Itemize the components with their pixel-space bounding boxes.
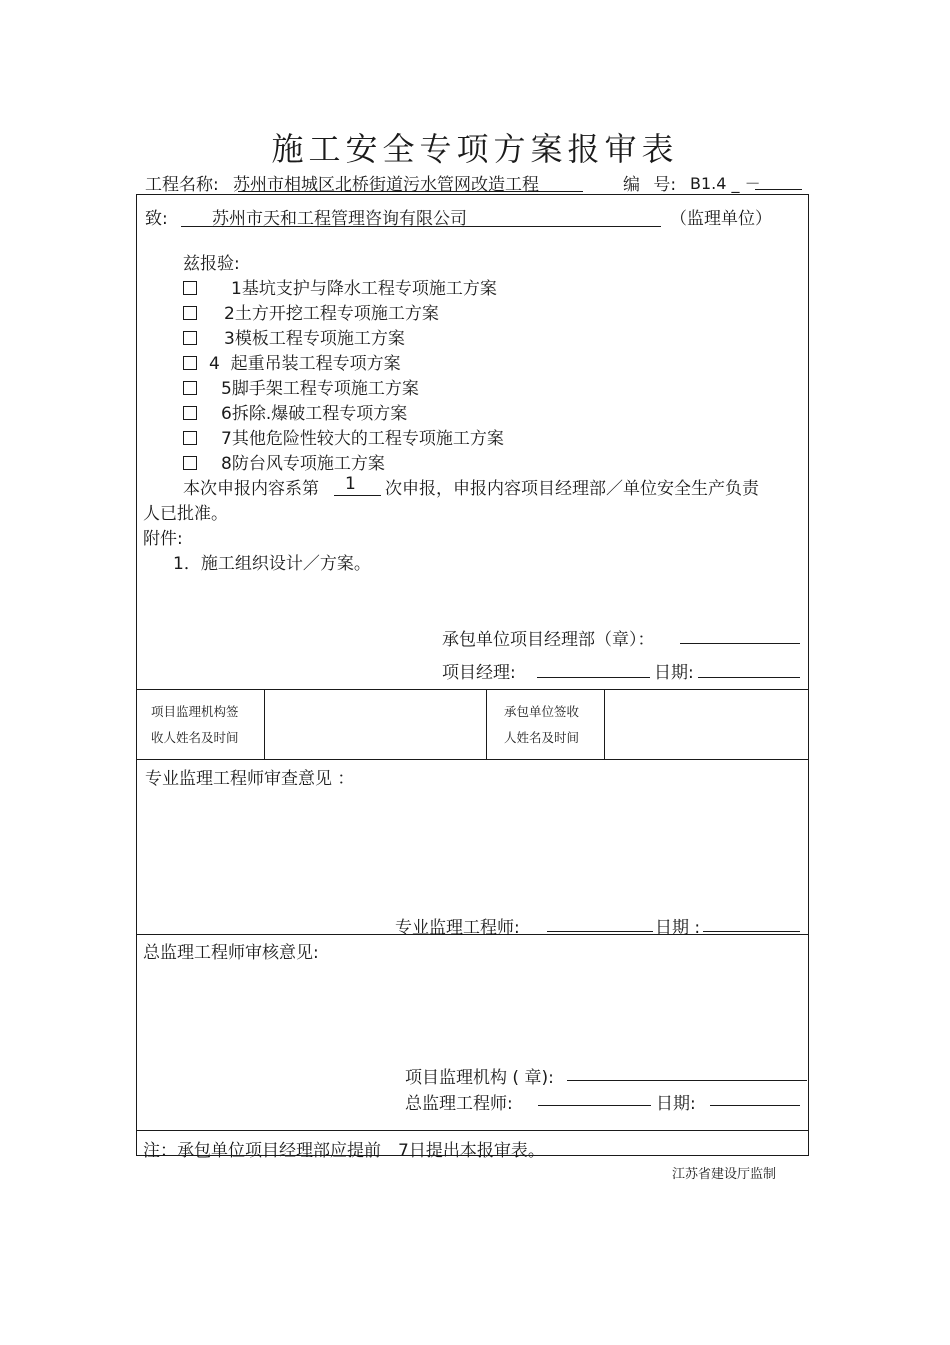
statement-line2: 人已批准。	[143, 504, 228, 524]
receipt-left-line1: 项目监理机构签	[151, 704, 239, 719]
checkbox[interactable]	[183, 356, 197, 370]
supervisor-role: （监理单位）	[670, 209, 772, 229]
to-underline	[181, 226, 661, 227]
submit-date-line	[698, 677, 800, 678]
checkbox[interactable]	[183, 281, 197, 295]
plan-item[interactable]	[183, 274, 497, 299]
supervision-org-label: 项目监理机构 ( 章):	[405, 1068, 554, 1088]
receipt-col-1	[264, 689, 265, 759]
plan-item[interactable]	[183, 399, 407, 424]
statement-post: 次申报，申报内容项目经理部／单位安全生产负责	[385, 479, 759, 499]
code-label: 编 号:	[623, 175, 677, 195]
checkbox[interactable]	[183, 331, 197, 345]
submit-date-label: 日期:	[654, 663, 694, 683]
specialist-sign-line	[547, 931, 653, 932]
plan-item-label: 6拆除.爆破工程专项方案	[221, 404, 408, 424]
project-manager-line	[537, 677, 650, 678]
plan-item[interactable]	[183, 324, 405, 349]
attachment-label: 附件:	[143, 529, 183, 549]
chief-opinion-label: 总监理工程师审核意见:	[143, 943, 319, 963]
plan-item-label: 5脚手架工程专项施工方案	[221, 379, 419, 399]
plan-item[interactable]	[183, 424, 504, 449]
project-name-label: 工程名称:	[145, 175, 219, 195]
attachment-item: 1．施工组织设计／方案。	[173, 554, 371, 574]
checkbox[interactable]	[183, 406, 197, 420]
chief-date-line	[710, 1105, 800, 1106]
contractor-seal-line	[680, 643, 800, 644]
chief-sign-label: 总监理工程师:	[405, 1094, 513, 1114]
project-name-underline	[238, 191, 583, 192]
specialist-sign-label: 专业监理工程师:	[395, 918, 520, 938]
project-manager-label: 项目经理:	[442, 663, 516, 683]
specialist-date-label: 日期 :	[655, 918, 701, 938]
plan-item-label: 4 起重吊装工程专项方案	[209, 354, 401, 374]
receipt-right-line1: 承包单位签收	[504, 704, 580, 719]
code-underline	[755, 189, 802, 190]
footnote: 注：承包单位项目经理部应提前 7日提出本报审表。	[143, 1141, 545, 1161]
specialist-opinion-label: 专业监理工程师审查意见 ：	[145, 769, 355, 789]
plan-item-label: 3模板工程专项施工方案	[224, 329, 405, 349]
plan-item[interactable]	[183, 374, 419, 399]
checkbox[interactable]	[183, 431, 197, 445]
contractor-seal-label: 承包单位项目经理部（章）：	[442, 630, 655, 650]
project-name-value: 苏州市相城区北桥街道污水管网改造工程	[233, 175, 539, 195]
chief-date-label: 日期:	[656, 1094, 696, 1114]
plan-item[interactable]	[183, 349, 401, 374]
plan-item-label: 8防台风专项施工方案	[221, 454, 385, 474]
divider-receipt-bottom	[136, 759, 809, 760]
submission-times: 1	[345, 474, 356, 494]
issuer-footer: 江苏省建设厅监制	[672, 1167, 777, 1182]
receipt-col-3	[604, 689, 605, 759]
receipt-left-line2: 收人姓名及时间	[151, 730, 239, 745]
receipt-col-2	[486, 689, 487, 759]
supervision-org-line	[567, 1080, 807, 1081]
supervisor-company: 苏州市天和工程管理咨询有限公司	[212, 209, 467, 229]
plan-item-label: 1基坑支护与降水工程专项施工方案	[231, 279, 497, 299]
plan-item-label: 7其他危险性较大的工程专项施工方案	[221, 429, 504, 449]
plan-item-label: 2土方开挖工程专项施工方案	[224, 304, 439, 324]
code-value: B1.4 _ －	[690, 174, 761, 193]
form-title: 施工安全专项方案报审表	[271, 130, 679, 168]
statement-pre: 本次申报内容系第	[183, 479, 319, 499]
divider-receipt-top	[136, 689, 809, 690]
chief-sign-line	[538, 1105, 651, 1106]
times-underline	[334, 495, 381, 496]
receipt-right-line2: 人姓名及时间	[504, 730, 580, 745]
checkbox[interactable]	[183, 381, 197, 395]
to-label: 致:	[145, 209, 168, 229]
divider-chief-bottom	[136, 1130, 809, 1131]
plan-item[interactable]	[183, 449, 385, 474]
checkbox[interactable]	[183, 456, 197, 470]
checkbox[interactable]	[183, 306, 197, 320]
specialist-date-line	[703, 931, 800, 932]
plan-item[interactable]	[183, 299, 439, 324]
submit-intro: 兹报验:	[183, 254, 240, 274]
